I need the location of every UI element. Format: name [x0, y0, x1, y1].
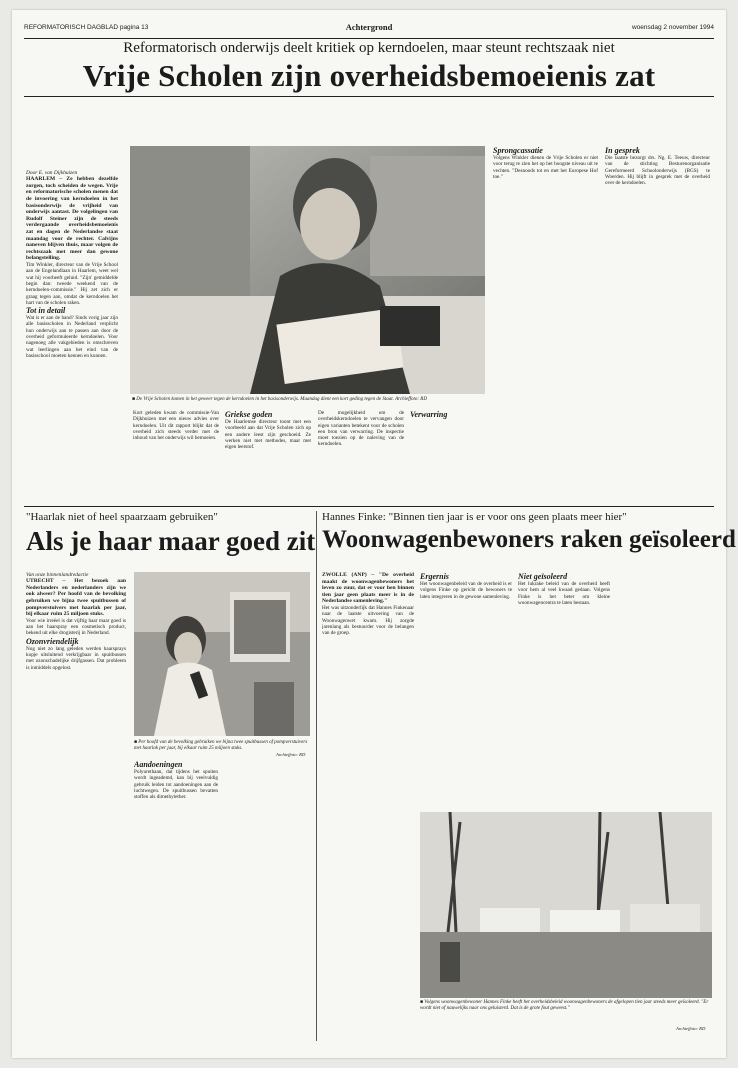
article1-rule: [24, 96, 714, 97]
article1-col1: [26, 170, 118, 500]
article1-sub4: Sprongcassatie: [493, 146, 543, 155]
article2-lead: UTRECHT – Het bezoek aan Nederlanders en nederlanders zijn we ook alweer? Per hoofd van de bevolking gebruiken we bijna twee spuitbussen of pompverstuivers met haarlak per jaar, bij elkaar ruim 25 miljoen stuks.: [26, 578, 126, 618]
article3-sub2: Niet geïsoleerd: [518, 572, 568, 581]
article2-caption-text: Per hoofd van de bevolking gebruiken we bijna twee spuitbussen of pompverstuivers met haarlak per jaar, bij elkaar ruim 25 miljoen stuks.: [134, 740, 308, 751]
article1-caption-text: De Vrije Scholen komen in het geweer tegen de kerndoelen in het basisonderwijs. Maandag dient een kort geding tegen de Staat.: [136, 397, 394, 402]
bullet-square-icon: ■: [132, 397, 137, 402]
bullet-square-icon: ■: [420, 1000, 425, 1005]
article2-kicker: "Haarlak niet of heel spaarzaam gebruiken": [26, 511, 218, 523]
article1-col2: [133, 410, 219, 502]
article1-sub2: Griekse goden: [225, 410, 273, 419]
article1-credit: Archieffoto: RD: [395, 397, 427, 402]
article1-sub3: Verwarring: [410, 410, 448, 419]
article1-col5: [410, 410, 486, 502]
article2-body1: Voor wie irreëel is dat vijftig haar maar goed is aan het haarspray een cosmetisch product, bekend uit elke drogisterij in Nederland.: [26, 617, 126, 637]
article1-headline: Vrije Scholen zijn overheidsbemoeienis zat: [82, 58, 656, 93]
article3-headline: Woonwagenbewoners raken geïsoleerd: [322, 526, 736, 553]
article2-col2: [134, 760, 218, 1042]
article1-body7: Die laatste bezorgt drs. Ng. E. Teeuw, directeur van de stichting Besturenorganisatie Gereformeerd Schoolonderwijs (BGS) te Woerden. Hij blijft in gesprek met de overheid over de kerndoelen.: [605, 155, 710, 187]
article1-body4: De Haarlemse directeur toont met een voorbeeld aan dat Vrije Scholen zich op een andere leest zijn geschoeid. Ze werken niet met methodes, maar met eigen leerstof.: [225, 419, 311, 451]
article2-sub1: Ozonvriendelijk: [26, 636, 79, 646]
article3-col1: [322, 572, 414, 872]
article2-col1: [26, 572, 126, 1042]
article3-body2: Het woonwagenbeleid van de overheid is er volgens Finke op gericht de bewoners te laten integreren in de gewone samenleving.: [420, 581, 512, 600]
article3-photo: [420, 812, 712, 998]
issue-date: woensdag 2 november 1994: [631, 24, 714, 31]
article1-body6: Volgens Winkler dienen de Vrije Scholen er niet voor terug te zien het op het hoogste niveau uit te vechten. "Desnoods tot en met het Europese Hof toe.": [493, 155, 598, 180]
article1-byline: Door E. van Dijkhuizen: [26, 170, 78, 176]
article2-body2: Nog niet zo lang geleden werden haarsprays kopje uitsluitend verkrijgbaar in spuitbussen met ozonschadelijke drijfgassen. Dat probleem is inmiddels opgelost.: [26, 645, 126, 671]
article3-kicker: Hannes Finke: "Binnen tien jaar is er voor ons geen plaats meer hier": [322, 511, 627, 523]
article1-caption: [132, 397, 487, 403]
article2-sub2: Aandoeningen: [134, 760, 183, 769]
article1-body2: Wat is er aan de hand? Sinds vorig jaar zijn alle basisscholen in Nederland verplicht hun onderwijs aan te passen aan door de overheid geformuleerde kerndoelen. Voor nagenoeg alle vakgebieden is omschreven wat leerlingen aan het eind van de basisschool moeten kennen en kunnen.: [26, 315, 118, 359]
article1-kicker: Reformatorisch onderwijs deelt kritiek op kerndoelen, maar steunt rechtszaak niet: [123, 40, 615, 56]
article2-credit: Archieffoto: RD: [276, 752, 306, 757]
article1-col4: [318, 410, 404, 502]
article1-col7: [605, 146, 710, 502]
article1-photo: [130, 146, 485, 394]
article1-body3: Kort geleden kwam de commissie-Van Dijkhuizen met een nieuw advies over kerndoelen. Uit dit rapport blijkt dat de overheid zich steeds verder met de inhoud van het onderwijs wil bemoeien.: [133, 410, 219, 442]
bullet-square-icon: ■: [134, 740, 139, 745]
article1-col6: [493, 146, 598, 502]
article3-sub1: Ergernis: [420, 572, 449, 581]
article3-col3: [518, 572, 610, 812]
article3-body1: Het was uitzonderlijk dat Hannes Finkenaar naar de laatste uitvoering van de Woonwagenwet kwam. Hij zorgde jarenlang als bestuurder voor de belangen van de groep.: [322, 604, 414, 637]
article2-photo: [134, 572, 310, 736]
article2-caption: [134, 740, 310, 752]
article3-caption-text: Volgens woonwagenbewoner Hannes Finke heeft het overheidsbeleid woonwagenbewoners de afgelopen tien jaar steeds meer geïsoleerd. "Er wordt niet of nauwelijks naar ons geluisterd. Dat is de grote fout geweest.": [420, 1000, 709, 1011]
article2-headline: Als je haar maar goed zit: [26, 526, 316, 556]
article1-body1: Tim Winkler, directeur van de Vrije School aan de Engelandlaan in Haarlem, weet wel wat hij voorheeft geluid. "Zijn' gemiddelde begin dan: tweede weekend van de kerndoelen-commissie." Hij zet zich er graag tegen aan, omdat de kerndoelen het hart van de scholen raken.: [26, 262, 118, 306]
column-divider: [316, 511, 317, 1041]
article1-col3: [225, 410, 311, 502]
article1-sub5: In gesprek: [605, 146, 640, 155]
section-divider: [24, 506, 714, 507]
masthead-rule: [24, 38, 714, 39]
masthead: [24, 22, 714, 36]
article3-col2: [420, 572, 512, 812]
article3-credit: Archieffoto: RD: [676, 1026, 706, 1031]
article2-body3: Polyurethaan, dat tijdens het spuiten wordt ingeademd, kan bij veelvuldig gebruik leiden tot aandoeningen aan de luchtwegen. De spuitbussen bevatten stoffen als dimethylether.: [134, 769, 218, 801]
article3-caption: [420, 1000, 712, 1012]
article1-sub1: Tot in detail: [26, 306, 66, 316]
article3-body3: Het lukrake beleid van de overheid heeft voor hem al veel kwaad gedaan. Volgens Finke is het beter om kleine woonwagencentra te laten bestaan.: [518, 581, 610, 606]
paper-name: REFORMATORISCH DAGBLAD pagina 13: [24, 24, 149, 31]
article2-byline: Van onze binnenlandredactie: [26, 572, 89, 578]
article1-body5: De mogelijkheid om de overheidskerndoelen te vervangen door eigen varianten betekent voor de scholen een bron van verwarring. De inspectie moet toezien op de naleving van de kerndoelen.: [318, 410, 404, 448]
article3-lead: ZWOLLE (ANP) – "De overheid maakt de woonwagenbewoners het leven zo zuur, dat er voor hen binnen tien jaar geen plaats meer is in de Nederlandse samenleving.": [322, 572, 414, 605]
article1-lead: HAARLEM – Ze hebben dezelfde zorgen, toch scheiden de wegen. Vrije en reformatorische scholen menen dat de invoering van kerndoelen in het basisonderwijs de vrijheid van onderwijs aantast. De volgelingen van Rudolf Steiner zijn de steeds verdergaande overheidsbemoeienis zat en dagen de Nederlandse staat maandag voor de rechter. Calvijns naneven blijven thuis, maar volgen de rechtszaak met meer dan gewone belangstelling.: [26, 176, 118, 262]
section-title: Achtergrond: [345, 22, 393, 32]
